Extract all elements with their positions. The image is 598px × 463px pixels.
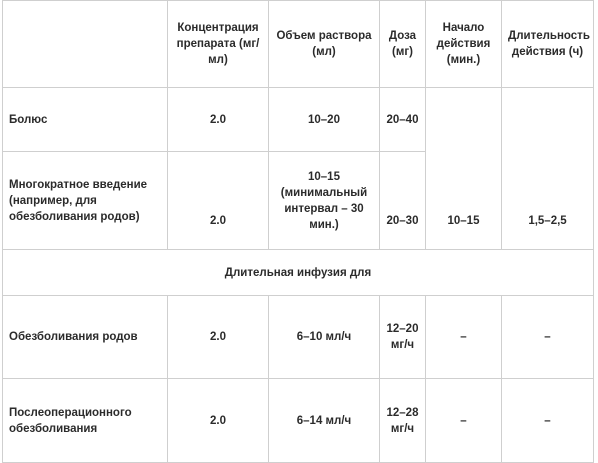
infusion-title: Длительная инфузия для	[3, 250, 594, 296]
dosage-table	[2, 0, 594, 463]
table-row	[3, 379, 594, 463]
header-duration: Длительность действия (ч)	[502, 1, 594, 88]
volume-cell: 10–15 (минимальный интервал – 30 мин.)	[269, 152, 380, 250]
onset-cell: –	[426, 379, 502, 463]
dosage-table-container	[2, 0, 593, 462]
concentration-cell: 2.0	[168, 88, 269, 152]
duration-cell-shared: 1,5–2,5	[502, 88, 594, 250]
header-empty-cell	[3, 1, 168, 88]
row-label: Обезболивания родов	[3, 296, 168, 379]
volume-cell: 6–10 мл/ч	[269, 296, 380, 379]
header-dose: Доза (мг)	[380, 1, 426, 88]
concentration-cell: 2.0	[168, 152, 269, 250]
onset-cell: –	[426, 296, 502, 379]
dose-cell: 12–28 мг/ч	[380, 379, 426, 463]
dose-cell: 20–40	[380, 88, 426, 152]
table-row	[3, 88, 594, 152]
duration-cell: –	[502, 379, 594, 463]
row-label: Болюс	[3, 88, 168, 152]
header-onset: Начало действия (мин.)	[426, 1, 502, 88]
header-concentration: Концентрация препарата (мг/мл)	[168, 1, 269, 88]
dose-cell: 20–30	[380, 152, 426, 250]
volume-cell: 10–20	[269, 88, 380, 152]
onset-cell-shared: 10–15	[426, 88, 502, 250]
duration-cell: –	[502, 296, 594, 379]
header-volume: Объем раствора (мл)	[269, 1, 380, 88]
dose-cell: 12–20 мг/ч	[380, 296, 426, 379]
row-label: Послеоперационного обезболивания	[3, 379, 168, 463]
header-row	[3, 1, 594, 88]
infusion-title-row	[3, 250, 594, 296]
volume-cell: 6–14 мл/ч	[269, 379, 380, 463]
row-label: Многократное введение (например, для обезболивания родов)	[3, 152, 168, 250]
concentration-cell: 2.0	[168, 379, 269, 463]
concentration-cell: 2.0	[168, 296, 269, 379]
table-row	[3, 296, 594, 379]
